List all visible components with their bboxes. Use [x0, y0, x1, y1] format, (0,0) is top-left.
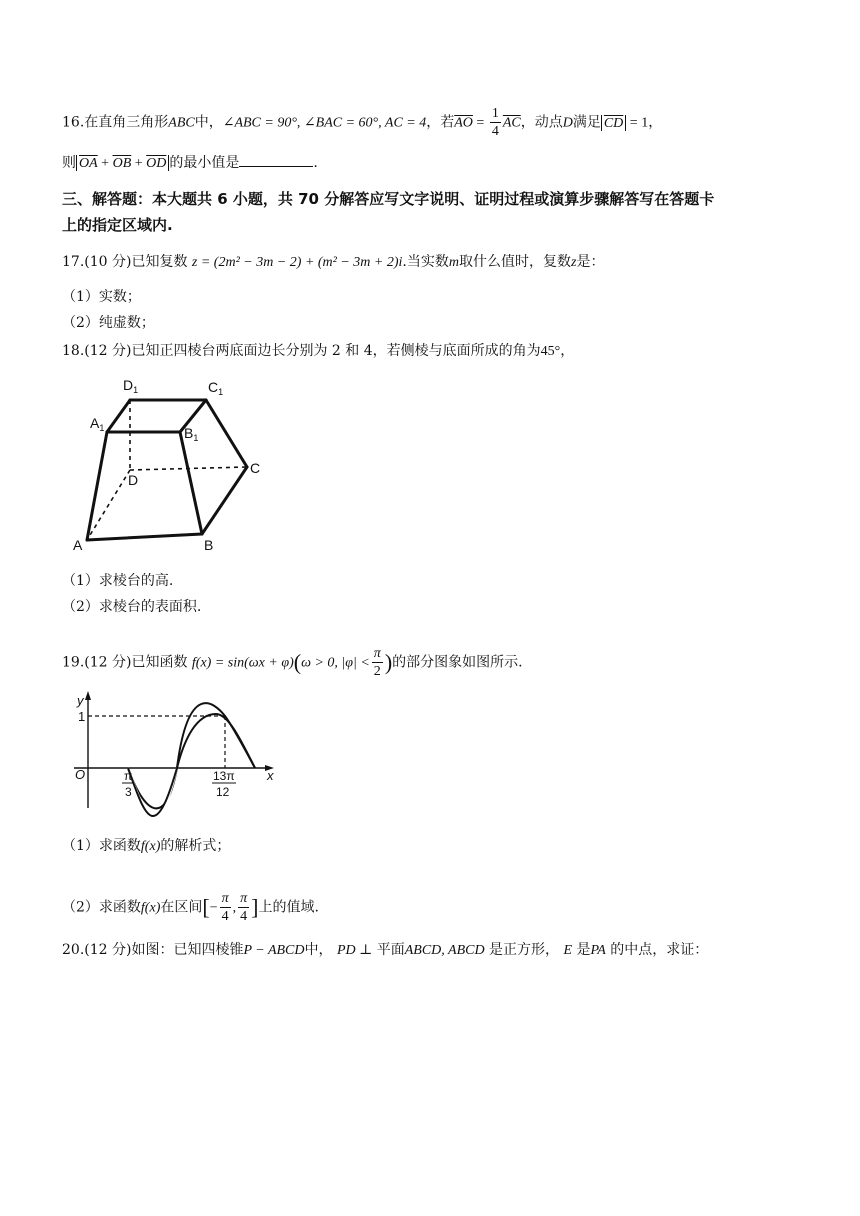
tick-13pi-12-den: 12 [216, 785, 230, 799]
q19-sub1: （1）求函数f(x)的解析式； [62, 838, 231, 854]
frustum-figure [70, 372, 270, 557]
label-A1: $A_1$ [90, 415, 105, 433]
q17-sub1: （1）实数； [62, 289, 141, 305]
tick-one: 1 [78, 709, 86, 724]
q19-function: f(x) = sin(ωx + φ) [191, 655, 294, 671]
tick-pi-3-num: π [124, 769, 133, 783]
label-B1: $B_1$ [184, 425, 199, 443]
q16-line2: 则 $\overline{OA} + \overline{OB} + \overline{OD}$ 的最小值是 . [62, 152, 318, 174]
answer-blank [239, 152, 313, 167]
sine-graph [72, 688, 282, 818]
q16-line1: 16.在直角三角形ABC中，∠ABC = 90°, ∠BAC = 60°, AC = 4，若$\overline{AO}$ = $\frac{1}{4}$ $\overline{AC}$，动点D满足 $\overline{CD} = 1$， [62, 106, 663, 139]
label-D: D [128, 472, 139, 488]
x-axis-label: x [267, 768, 274, 783]
q18-stem: 18.(12 分)已知正四棱台两底面边长分别为 2 和 4，若侧棱与底面所成的角为45°， [62, 343, 575, 359]
q16-fraction: $\frac{1}{4}$ [491, 106, 499, 139]
q19-sub2: （2）求函数f(x)在区间[− $\frac{\pi}{4}$ , $\frac{\pi}{4}$ ]上的值域. [62, 891, 319, 924]
y-axis-label: y [77, 693, 84, 708]
origin-label: O [75, 767, 86, 782]
label-D1: $D_1$ [123, 377, 139, 395]
label-B: B [204, 537, 214, 553]
label-C1: $C_1$ [208, 379, 224, 397]
q18-sub2: （2）求棱台的表面积. [62, 599, 202, 615]
q18-sub1: （1）求棱台的高. [62, 573, 174, 589]
tick-13pi-12-num: 13π [213, 769, 235, 783]
q16-conditions: ∠ABC = 90°, ∠BAC = 60°, AC = 4 [222, 115, 427, 131]
section3-heading-line1: 三、解答题：本大题共 6 小题，共 70 分解答应写文字说明、证明过程或演算步骤解答写在答题卡 [62, 190, 715, 208]
q20-stem: 20.(12 分)如图：已知四棱锥P − ABCD中， PD ⊥ 平面ABCD, ABCD 是正方形， E 是PA 的中点，求证： [62, 942, 709, 958]
label-A: A [73, 537, 83, 553]
q17-stem: 17.(10 分)已知复数 z = (2m² − 3m − 2) + (m² − 3m + 2)i.当实数m取什么值时，复数z是： [62, 254, 605, 270]
section3-heading-line2: 上的指定区域内. [62, 216, 173, 234]
q19-stem: 19.(12 分)已知函数 f(x) = sin(ωx + φ)(ω > 0, |φ| < $\frac{\pi}{2}$ )的部分图象如图所示. [62, 646, 523, 679]
label-C: C [250, 460, 261, 476]
q17-expression: z = (2m² − 3m − 2) + (m² − 3m + 2)i [191, 255, 403, 270]
tick-pi-3-den: 3 [125, 785, 132, 799]
sine-curve [128, 703, 255, 808]
q17-sub2: （2）纯虚数； [62, 315, 155, 331]
